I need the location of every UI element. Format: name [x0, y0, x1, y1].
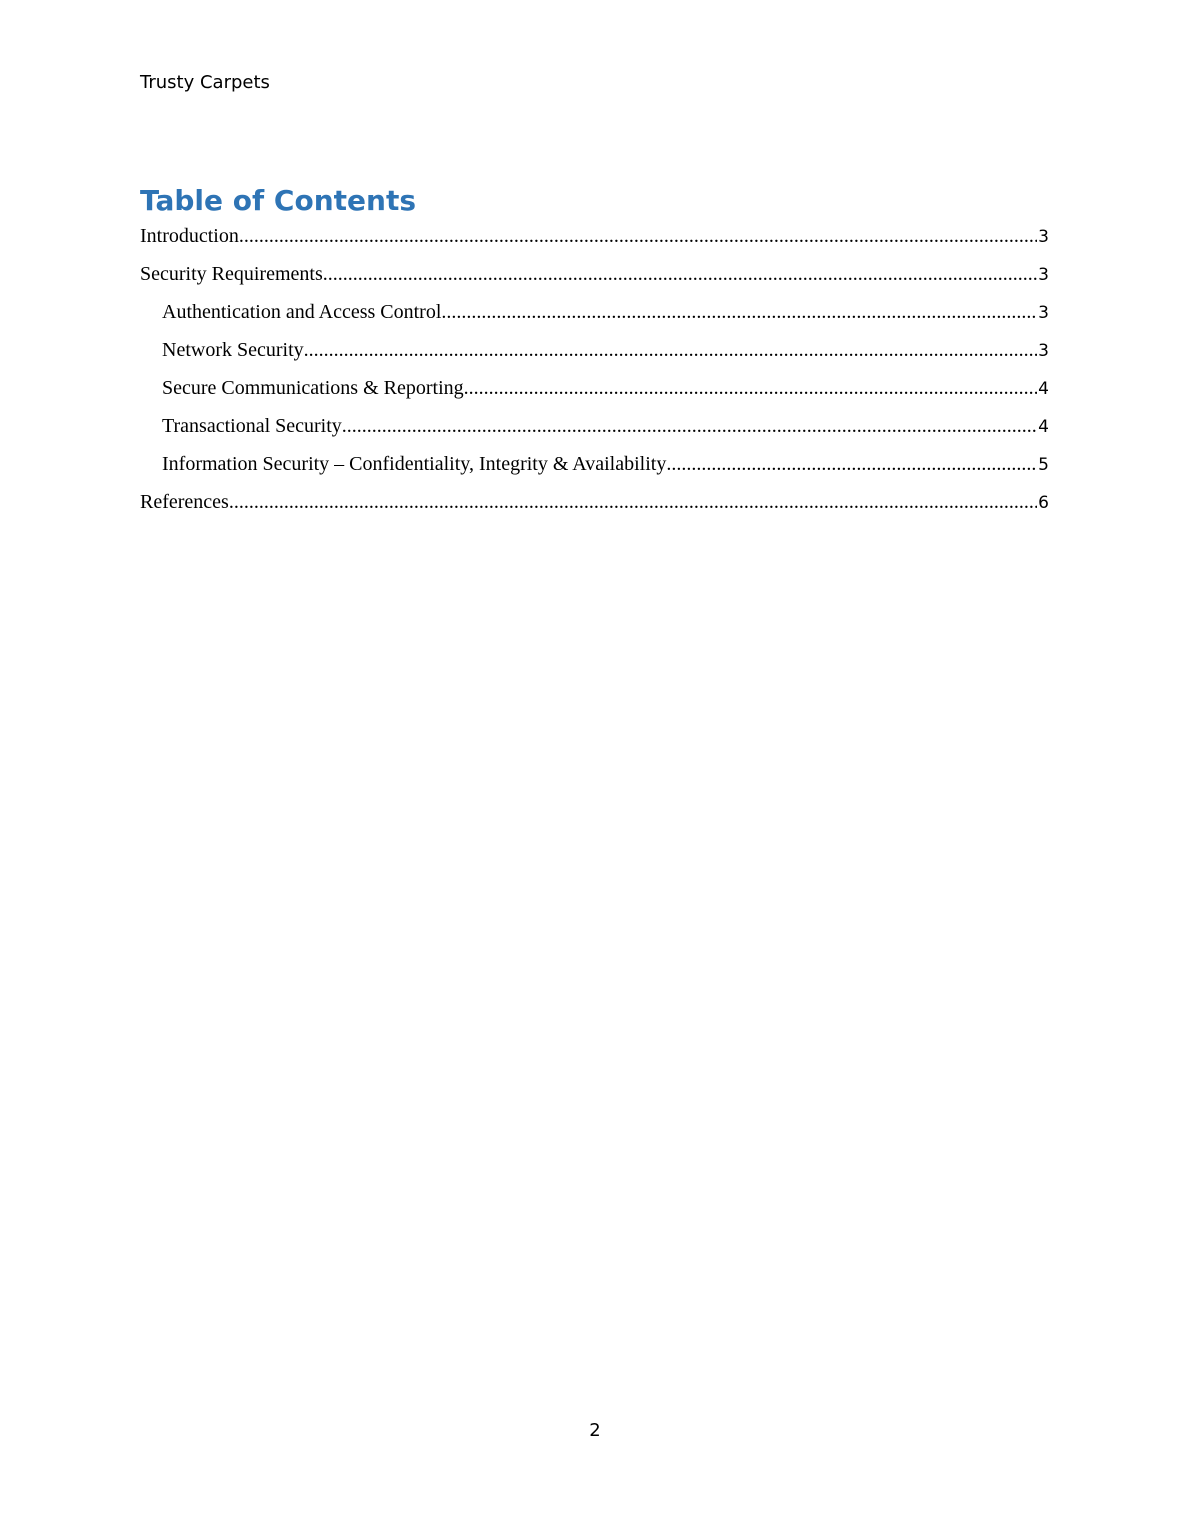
toc-entry-label: Security Requirements [140, 263, 323, 285]
toc-entry-page: 3 [1038, 303, 1049, 323]
page-header: Trusty Carpets [140, 72, 270, 93]
toc-entry-page: 5 [1038, 455, 1049, 475]
dot-leader [323, 262, 1037, 286]
toc-entry-label: Information Security – Confidentiality, Integrity & Availability [162, 453, 667, 475]
toc-entry-label: Introduction [140, 225, 239, 247]
toc-entry-authentication[interactable] [140, 300, 1049, 338]
table-of-contents [140, 224, 1049, 528]
dot-leader [304, 338, 1038, 362]
page-number: 2 [589, 1420, 601, 1441]
toc-entry-transactional-security[interactable] [140, 414, 1049, 452]
dot-leader [342, 414, 1037, 438]
dot-leader [229, 490, 1037, 514]
toc-entry-label: Secure Communications & Reporting [162, 377, 464, 399]
dot-leader [666, 452, 1037, 476]
toc-entry-page: 3 [1038, 265, 1049, 285]
toc-entry-security-requirements[interactable] [140, 262, 1049, 300]
toc-entry-label: Network Security [162, 339, 304, 361]
dot-leader [441, 300, 1037, 324]
dot-leader [464, 376, 1038, 400]
toc-entry-page: 4 [1038, 379, 1049, 399]
toc-entry-secure-communications[interactable] [140, 376, 1049, 414]
toc-entry-references[interactable] [140, 490, 1049, 528]
dot-leader [239, 224, 1037, 248]
toc-entry-label: Transactional Security [162, 415, 342, 437]
toc-entry-page: 3 [1038, 341, 1049, 361]
toc-entry-introduction[interactable] [140, 224, 1049, 262]
toc-title: Table of Contents [140, 184, 417, 217]
toc-entry-network-security[interactable] [140, 338, 1049, 376]
toc-entry-information-security[interactable] [140, 452, 1049, 490]
toc-entry-page: 3 [1038, 227, 1049, 247]
toc-entry-label: Authentication and Access Control [162, 301, 442, 323]
toc-entry-label: References [140, 491, 229, 513]
toc-entry-page: 6 [1038, 493, 1049, 513]
toc-entry-page: 4 [1038, 417, 1049, 437]
